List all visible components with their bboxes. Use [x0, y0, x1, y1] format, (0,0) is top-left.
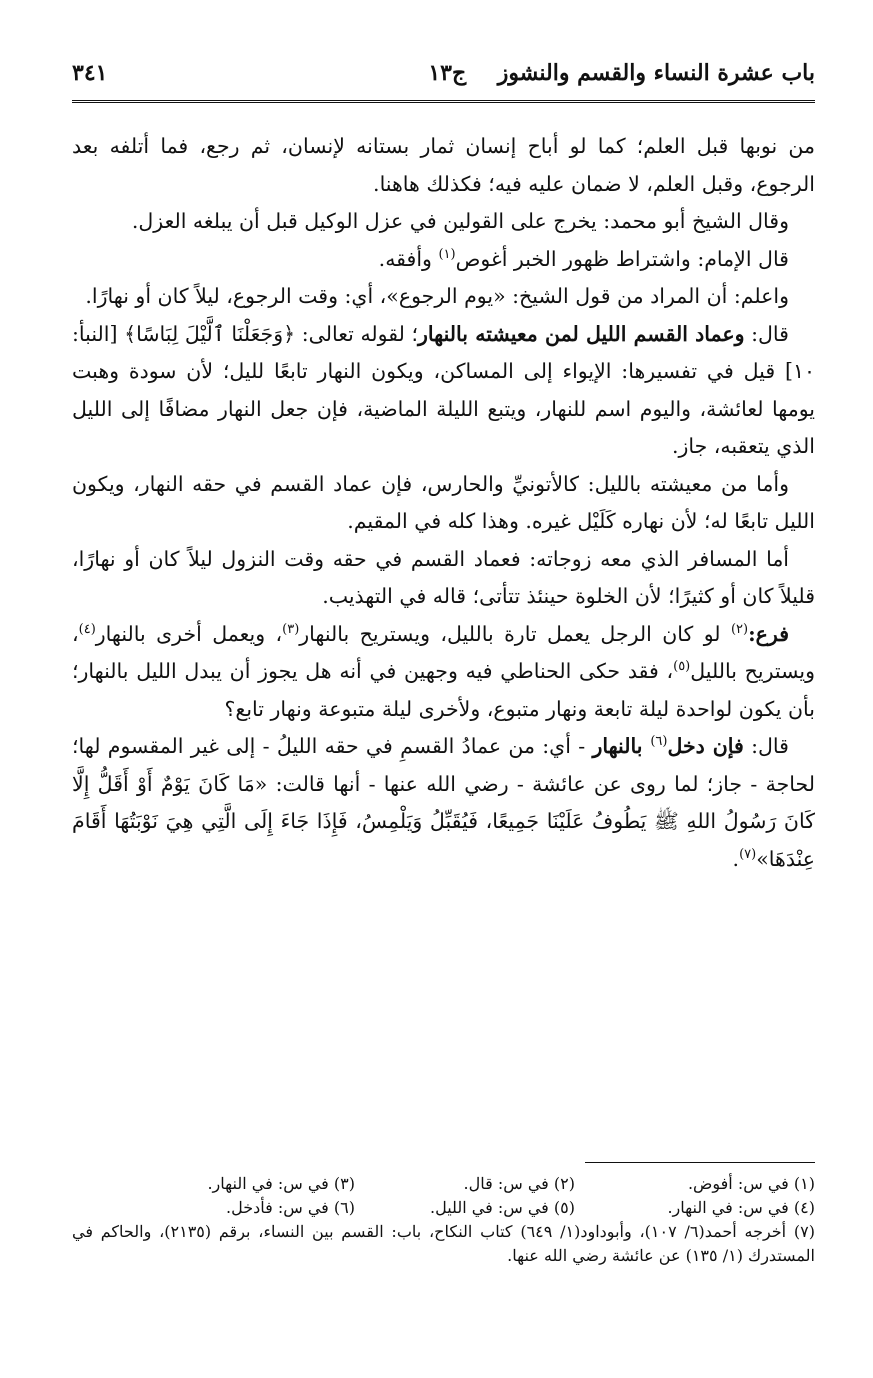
- footnote-2: (٢) في س: قال.: [463, 1174, 575, 1193]
- footnote-ref[interactable]: (٦): [650, 734, 668, 750]
- volume-label: ج١٣: [428, 60, 467, 86]
- footnote-row: [72, 1196, 815, 1220]
- page-number: ٣٤١: [72, 60, 108, 86]
- footnote-3: (٣) في س: في النهار.: [207, 1174, 355, 1193]
- branch-label: فرع:: [748, 621, 789, 646]
- footnote-1: (١) في س: أفوض.: [687, 1174, 815, 1193]
- footnote-row: [72, 1172, 815, 1196]
- paragraph-4: واعلم: أن المراد من قول الشيخ: «يوم الرجوع»، أي: وقت الرجوع، ليلاً كان أو نهارًا.: [85, 284, 789, 308]
- footnote-rule: [585, 1162, 815, 1163]
- footnote-ref[interactable]: (١): [438, 246, 456, 262]
- paragraph-1: من نوبها قبل العلم؛ كما لو أباح إنسان ثمار بستانه لإنسان، ثم رجع، فما أتلفه بعد الرجوع، وقبل العلم، لا ضمان عليه فيه؛ فكذلك هاهنا.: [72, 134, 815, 196]
- bold-quote: بالنهار: [592, 734, 651, 758]
- paragraph-6: وأما من معيشته بالليل: كالأتونيِّ والحارس، فإن عماد القسم في حقه النهار، ويكون الليل تابعًا له؛ لأن نهاره كَلَيْل غيره. وهذا كله في المقيم.: [72, 471, 815, 533]
- chapter-title: باب عشرة النساء والقسم والنشوز: [497, 60, 815, 86]
- footnote-ref[interactable]: (٥): [673, 659, 691, 675]
- footnote-ref[interactable]: (٢): [730, 621, 749, 637]
- footnote-5: (٥) في س: في الليل.: [430, 1198, 575, 1217]
- bold-quote: فإن دخل: [667, 734, 744, 758]
- footnote-6: (٦) في س: فأدخل.: [225, 1198, 355, 1217]
- paragraph-5: قال: وعماد القسم الليل لمن معيشته بالنهار؛ لقوله تعالى: ﴿وَجَعَلْنَا ٱلَّيْلَ لِبَاسًا﴾ [النبأ: ١٠] قيل في تفسيرها: الإيواء إلى المساكن، ويكون النهار تابعًا لليل؛ لأن سودة وهبت يومها لعائشة، واليوم اسم للنهار، ويتبع الليلة الماضية، فإن جعل النهار مضافًا إلى الليل الذي يتعقبه، جاز.: [72, 321, 815, 458]
- footnote-ref[interactable]: (٧): [739, 846, 757, 862]
- header-rule: [72, 100, 815, 103]
- footnote-ref[interactable]: (٣): [282, 621, 300, 637]
- paragraph-2: وقال الشيخ أبو محمد: يخرج على القولين في عزل الوكيل قبل أن يبلغه العزل.: [131, 209, 789, 233]
- footnote-7: (٧) أخرجه أحمد(٦/ ١٠٧)، وأبوداود(١/ ٦٤٩) كتاب النكاح، باب: القسم بين النساء، برقم (٢١٣٥)، والحاكم في المستدرك (١/ ١٣٥) عن عائشة رضي الله عنها.: [72, 1222, 816, 1265]
- footnote-ref[interactable]: (٤): [78, 621, 96, 637]
- footnotes: [72, 1172, 815, 1268]
- footnote-4: (٤) في س: في النهار.: [667, 1198, 815, 1217]
- paragraph-8: فرع:$^{(٢)}$ لو كان الرجل يعمل تارة بالليل، ويستريح بالنهار$^{(٣)}$، ويعمل أخرى بالنهار$^{(٤)}$، ويستريح بالليل$^{(٥)}$، فقد حكى الحناطي فيه وجهين في أنه هل يجوز أن يبدل الليل بالنهار؛ بأن يكون لواحدة ليلة تابعة ونهار متبوع، ولأخرى ليلة متبوعة ونهار تابع؟: [72, 621, 815, 721]
- main-text: [72, 128, 815, 878]
- paragraph-9: قال: فإن دخل$^{(٦)}$ بالنهار - أي: من عمادُ القسمِ في حقه الليلُ - إلى غير المقسوم لها؛ لحاجة - جاز؛ لما روى عن عائشة - رضي الله عنها - أنها قالت: «مَا كَانَ يَوْمٌ أَوْ أَقَلُّ إِلَّا كَانَ رَسُولُ اللهِ ﷺ يَطُوفُ عَلَيْنَا جَمِيعًا، فَيُقَبِّلُ وَيَلْمِسُ، فَإِذَا جَاءَ إِلَى الَّتِي هِيَ نَوْبَتُهَا أَقَامَ عِنْدَهَا»$^{(٧)}$.: [72, 734, 815, 871]
- paragraph-7: أما المسافر الذي معه زوجاته: فعماد القسم في حقه وقت النزول ليلاً كان أو نهارًا، قليلاً كان أو كثيرًا؛ لأن الخلوة حينئذ تتأتى؛ قاله في التهذيب.: [72, 546, 815, 608]
- bold-quote: وعماد القسم الليل لمن معيشته بالنهار: [418, 321, 745, 346]
- paragraph-3: قال الإمام: واشتراط ظهور الخبر أغوص$^{(١)}$ وأفقه.: [378, 246, 789, 271]
- running-header: [72, 60, 815, 96]
